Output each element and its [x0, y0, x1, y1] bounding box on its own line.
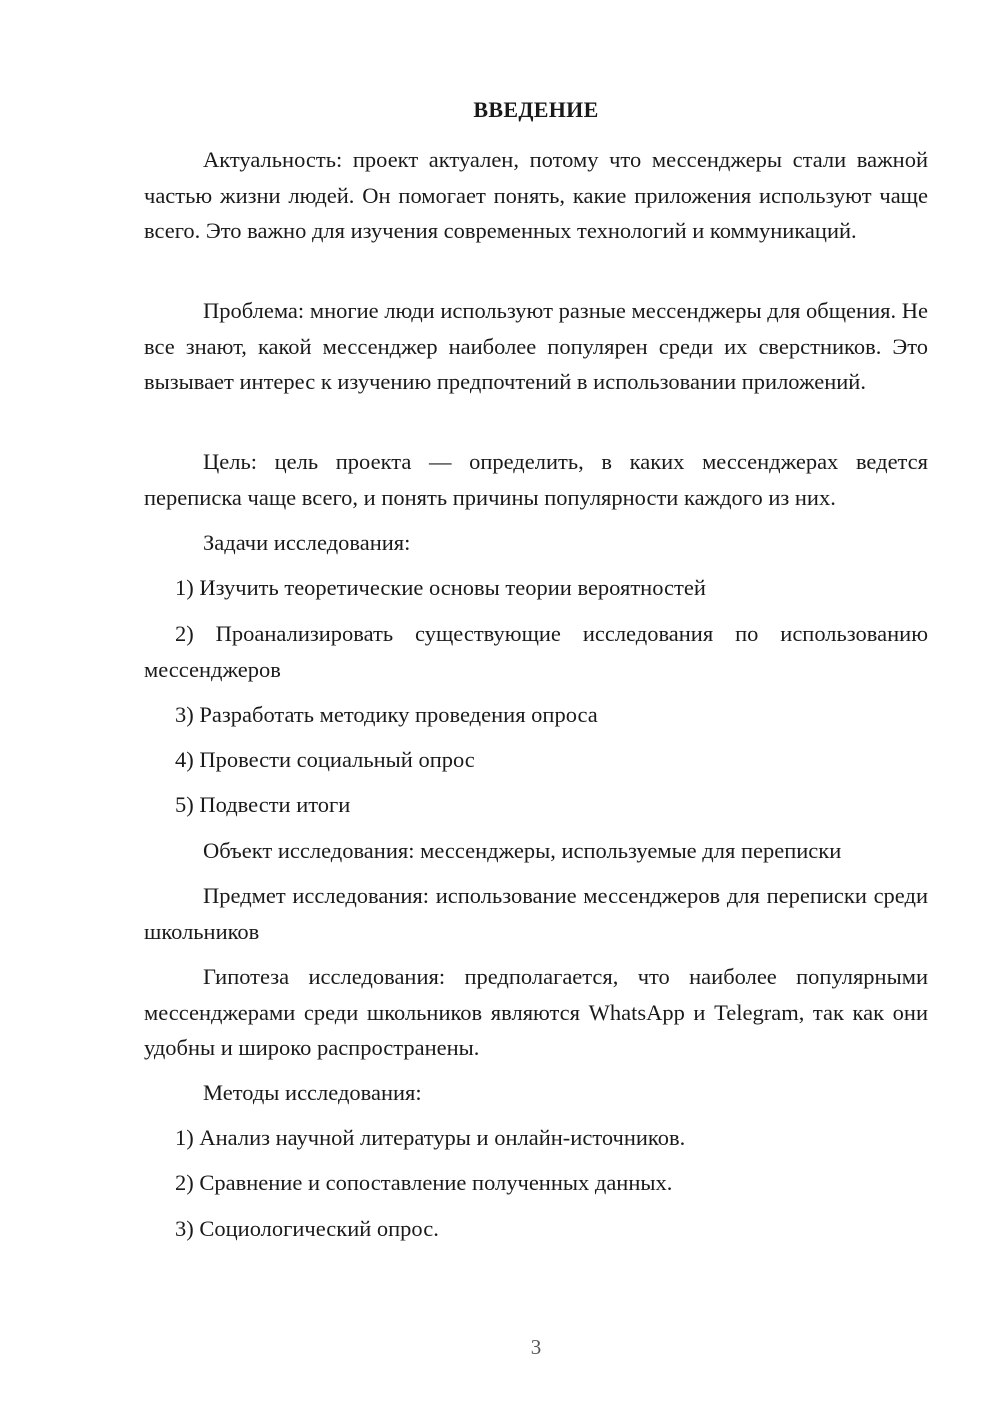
hypothesis-paragraph: Гипотеза исследования: предполагается, что наиболее популярными мессенджерами среди школьников являются WhatsApp и Telegram, так как они удобны и широко распространены.: [144, 964, 928, 1060]
methods-heading: Методы исследования:: [203, 1080, 422, 1105]
task-item: 1) Изучить теоретические основы теории вероятностей: [175, 575, 706, 600]
task-item: 4) Провести социальный опрос: [175, 747, 475, 772]
method-item: 3) Социологический опрос.: [175, 1216, 439, 1241]
tasks-heading: Задачи исследования:: [203, 530, 411, 555]
method-item: 2) Сравнение и сопоставление полученных данных.: [175, 1170, 673, 1195]
page-title: ВВЕДЕНИЕ: [473, 97, 599, 122]
problem-paragraph: Проблема: многие люди используют разные мессенджеры для общения. Не все знают, какой мессенджер наиболее популярен среди их сверстников. Это вызывает интерес к изучению предпочтений в использовании приложений.: [144, 298, 928, 394]
method-item: 1) Анализ научной литературы и онлайн-источников.: [175, 1125, 686, 1150]
goal-paragraph: Цель: цель проекта — определить, в каких мессенджерах ведется переписка чаще всего, и понять причины популярности каждого из них.: [144, 449, 928, 510]
object-paragraph: Объект исследования: мессенджеры, используемые для переписки: [203, 838, 842, 863]
subject-paragraph: Предмет исследования: использование мессенджеров для переписки среди школьников: [144, 883, 928, 944]
task-item: 3) Разработать методику проведения опроса: [175, 702, 598, 727]
page-number: 3: [530, 1335, 542, 1359]
task-item: 2) Проанализировать существующие исследования по использованию мессенджеров: [144, 621, 928, 682]
relevance-paragraph: Актуальность: проект актуален, потому что мессенджеры стали важной частью жизни людей. Он помогает понять, какие приложения используют чаще всего. Это важно для изучения современных технологий и коммуникаций.: [144, 147, 928, 243]
task-item: 5) Подвести итоги: [175, 792, 351, 817]
